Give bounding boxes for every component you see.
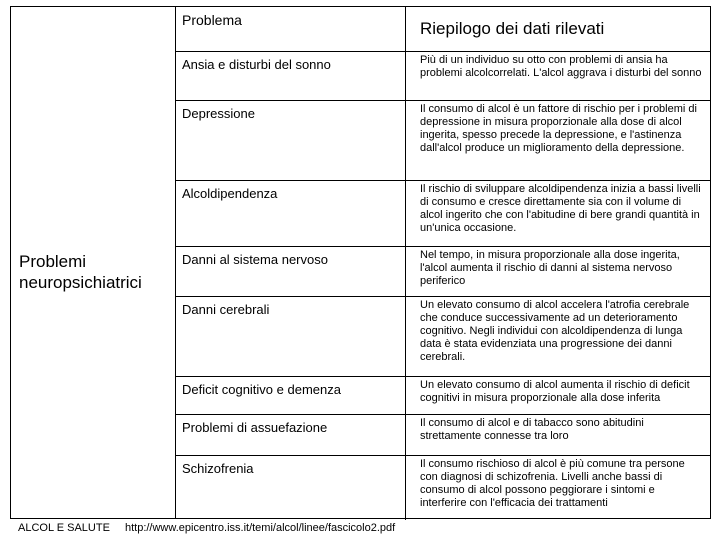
row-problem: Danni al sistema nervoso: [176, 247, 406, 296]
table-row: [176, 456, 711, 520]
row-summary: Più di un individuo su otto con problemi di ansia ha problemi alcolcorrelati. L'alcol aggrava i disturbi del sonno: [420, 54, 702, 79]
row-problem: Deficit cognitivo e demenza: [176, 377, 406, 414]
table-row: [176, 415, 711, 456]
row-summary: Un elevato consumo di alcol accelera l'atrofia cerebrale che conduce successivamente ad un deterioramento cognitivo. Negli individui con alcoldipendenza di lunga data è stata evidenziata una progressione dei danni cerebrali.: [420, 299, 690, 363]
neuropsychiatric-table: [10, 6, 711, 519]
table-row: [176, 52, 711, 101]
footer-url[interactable]: http://www.epicentro.iss.it/temi/alcol/linee/fascicolo2.pdf: [124, 522, 396, 534]
table-row: [176, 297, 711, 377]
category-column: [11, 7, 176, 518]
table-row: [176, 181, 711, 247]
row-summary: Il consumo rischioso di alcol è più comune tra persone con diagnosi di schizofrenia. Livelli anche bassi di consumo di alcol possono peggiorare i sintomi e interferire con l'efficacia dei trattamenti: [420, 458, 685, 509]
row-problem: Problemi di assuefazione: [176, 415, 406, 455]
category-label-line2: neuropsichiatrici: [19, 273, 142, 292]
row-summary: Nel tempo, in misura proporzionale alla dose ingerita, l'alcol aumenta il rischio di danni al sistema nervoso periferico: [420, 249, 680, 287]
header-summary: Riepilogo dei dati rilevati: [420, 19, 605, 38]
row-summary: Un elevato consumo di alcol aumenta il rischio di deficit cognitivi in misura proporzionale alla dose inferita: [420, 379, 690, 404]
table-header-row: [176, 7, 711, 52]
table-row: [176, 247, 711, 297]
table-row: [176, 377, 711, 415]
footer-source: ALCOL E SALUTE: [18, 522, 110, 534]
row-problem: Depressione: [176, 101, 406, 180]
category-label-line1: Problemi: [19, 252, 87, 271]
row-problem: Danni cerebrali: [176, 297, 406, 376]
header-problem: Problema: [176, 7, 406, 51]
row-problem: Ansia e disturbi del sonno: [176, 52, 406, 100]
row-summary: Il consumo di alcol e di tabacco sono abitudini strettamente connesse tra loro: [420, 417, 644, 442]
row-problem: Alcoldipendenza: [176, 181, 406, 246]
table-row: [176, 101, 711, 181]
row-problem: Schizofrenia: [176, 456, 406, 520]
row-summary: Il rischio di sviluppare alcoldipendenza inizia a bassi livelli di consumo e cresce direttamente sia con il volume di alcol ingerito che con l'abitudine di bere grandi quantità in un'unica occasione.: [420, 183, 701, 234]
row-summary: Il consumo di alcol è un fattore di rischio per i problemi di depressione in misura proporzionale alla dose di alcol ingerita, spesso precede la depressione, e l'astinenza dall'alcol produce un miglioramento della depressione.: [420, 103, 697, 154]
footer-citation: [18, 521, 395, 535]
category-label: [19, 251, 142, 293]
